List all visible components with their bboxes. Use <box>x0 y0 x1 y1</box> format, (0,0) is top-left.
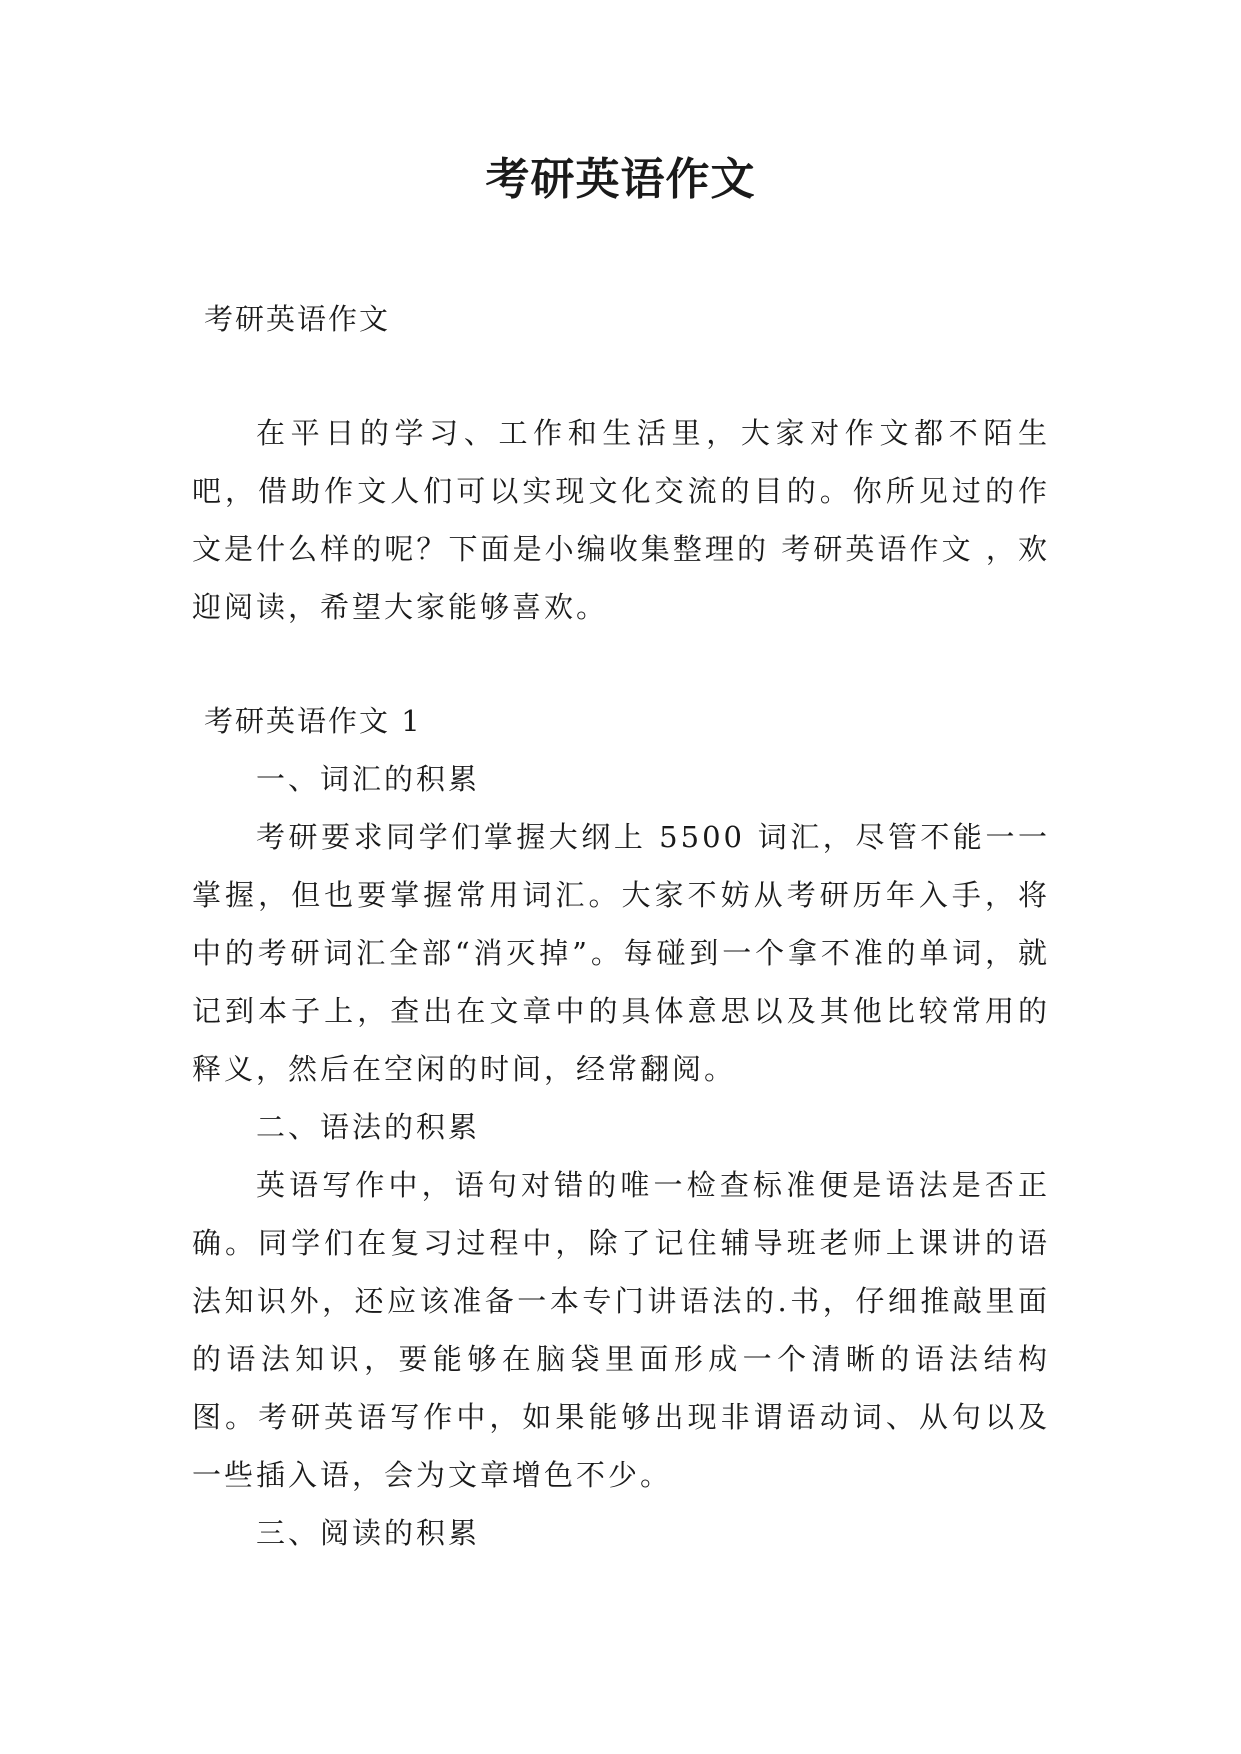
spacer <box>192 636 1050 692</box>
essay-heading: 考研英语作文 1 <box>204 704 422 738</box>
section-body-vocabulary: 考研要求同学们掌握大纲上 5500 词汇，尽管不能一一掌握，但也要掌握常用词汇。大家不妨从考研历年入手，将中的考研词汇全部“消灭掉”。每碰到一个拿不准的单词，就记到本子上，查出在文章中的具体意思以及其他比较常用的释义，然后在空闲的时间，经常翻阅。 <box>192 820 1050 1086</box>
document-title: 考研英语作文 <box>485 154 756 205</box>
section-heading-grammar: 二、语法的积累 <box>256 1110 481 1144</box>
intro-paragraph: 在平日的学习、工作和生活里，大家对作文都不陌生吧，借助作文人们可以实现文化交流的目的。你所见过的作文是什么样的呢？下面是小编收集整理的 考研英语作文 ，欢迎阅读，希望大家能够喜欢。 <box>192 416 1050 624</box>
section-body-grammar: 英语写作中，语句对错的唯一检查标准便是语法是否正确。同学们在复习过程中，除了记住辅导班老师上课讲的语法知识外，还应该准备一本专门讲语法的.书，仔细推敲里面的语法知识，要能够在脑袋里面形成一个清晰的语法结构图。考研英语写作中，如果能够出现非谓语动词、从句以及一些插入语，会为文章增色不少。 <box>192 1168 1050 1492</box>
spacer <box>192 348 1050 404</box>
document-body <box>192 290 1050 1562</box>
document-subtitle: 考研英语作文 <box>204 302 391 336</box>
section-heading-vocabulary: 一、词汇的积累 <box>256 762 481 796</box>
section-heading-reading: 三、阅读的积累 <box>256 1516 481 1550</box>
